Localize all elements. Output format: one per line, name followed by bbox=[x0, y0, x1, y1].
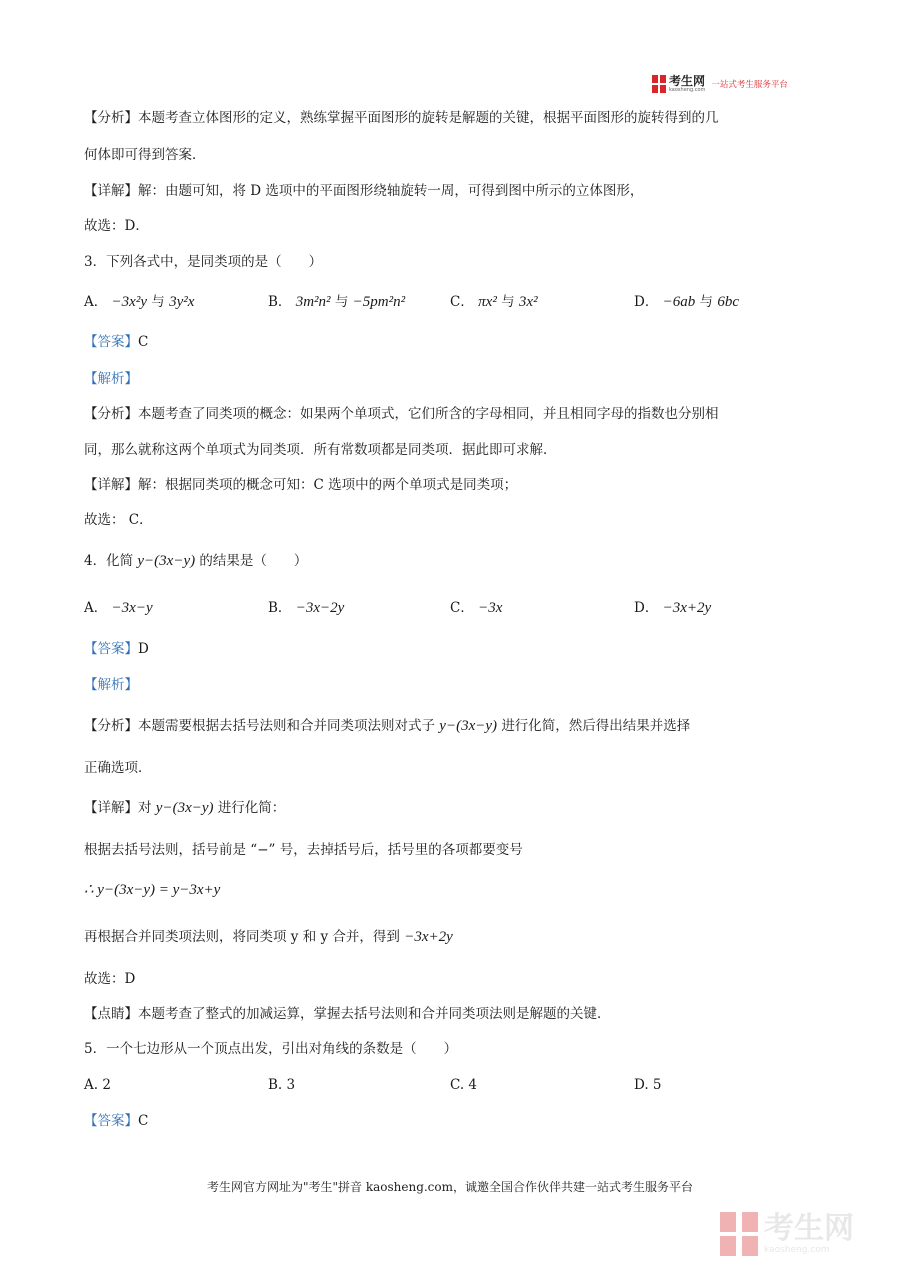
q4-stem-suffix: 的结果是（ ） bbox=[199, 553, 308, 569]
q5-option-d: D. 5 bbox=[634, 1077, 662, 1093]
q2-analysis-line2: 何体即可得到答案． bbox=[84, 147, 206, 163]
q4-detail-intro bbox=[84, 798, 285, 818]
q5-stem: 5．一个七边形从一个顶点出发，引出对角线的条数是（ ） bbox=[84, 1041, 458, 1057]
logo-domain: kaosheng.com bbox=[669, 87, 706, 93]
q4-analysis-line2: 正确选项． bbox=[84, 760, 152, 776]
option-label: C． bbox=[450, 294, 474, 310]
q4-analysis-line1 bbox=[84, 716, 690, 736]
option-connector: 与 bbox=[151, 294, 165, 310]
q5-option-a: A. 2 bbox=[84, 1077, 111, 1093]
q3-analysis-line1: 【分析】本题考查了同类项的概念：如果两个单项式，它们所含的字母相同，并且相同字母的指数也分别相 bbox=[84, 406, 719, 422]
q4-stem-prefix: 4．化简 bbox=[84, 553, 134, 569]
q4-merge-text: 再根据合并同类项法则，将同类项 y 和 y 合并，得到 bbox=[84, 929, 400, 945]
q4-detail-expr: y−(3x−y) bbox=[155, 800, 214, 816]
q3-detail: 【详解】解：根据同类项的概念可知：C 选项中的两个单项式是同类项； bbox=[84, 477, 518, 493]
q3-option-d bbox=[634, 292, 739, 312]
answer-value: C bbox=[138, 1113, 149, 1129]
option-label: A． bbox=[84, 600, 108, 616]
q3-choice: 故选： C． bbox=[84, 512, 153, 528]
logo-slogan: 一站式考生服务平台 bbox=[711, 80, 788, 90]
q4-explain-tag: 【解析】 bbox=[84, 677, 138, 693]
q3-analysis-line2: 同，那么就称这两个单项式为同类项．所有常数项都是同类项．据此即可求解． bbox=[84, 442, 557, 458]
option-label: A． bbox=[84, 294, 108, 310]
option-expr: 3m²n² bbox=[295, 294, 331, 310]
watermark-domain: kaosheng.com bbox=[764, 1244, 830, 1255]
q4-choice: 故选：D bbox=[84, 971, 136, 987]
q5-option-b: B. 3 bbox=[268, 1077, 296, 1093]
q3-answer bbox=[84, 332, 148, 352]
q2-detail: 【详解】解：由题可知，将 D 选项中的平面图形绕轴旋转一周，可得到图中所示的立体图形， bbox=[84, 183, 644, 199]
q4-merge-expr: −3x+2y bbox=[404, 929, 453, 945]
q4-rule: 根据去括号法则，括号前是 “−” 号，去掉括号后，括号里的各项都要变号 bbox=[84, 842, 523, 858]
q4-answer bbox=[84, 639, 149, 659]
q5-answer bbox=[84, 1111, 148, 1131]
option-connector: 与 bbox=[699, 294, 714, 310]
watermark-logo-icon bbox=[720, 1212, 758, 1256]
answer-tag: 【答案】 bbox=[84, 641, 138, 657]
q4-option-d bbox=[634, 598, 711, 618]
q4-analysis-suffix: 进行化简，然后得出结果并选择 bbox=[501, 718, 691, 734]
q5-option-c: C. 4 bbox=[450, 1077, 478, 1093]
option-connector: 与 bbox=[334, 294, 349, 310]
q4-comment: 【点睛】本题考查了整式的加减运算，掌握去括号法则和合并同类项法则是解题的关键． bbox=[84, 1006, 611, 1022]
q4-detail-suffix: 进行化简： bbox=[217, 800, 286, 816]
q2-analysis-line1: 【分析】本题考查立体图形的定义，熟练掌握平面图形的旋转是解题的关键，根据平面图形的旋转得到的几 bbox=[84, 110, 719, 126]
q3-option-b bbox=[268, 292, 405, 312]
option-label: D． bbox=[634, 294, 659, 310]
q4-option-c bbox=[450, 598, 502, 618]
q4-option-a bbox=[84, 598, 153, 618]
option-label: B． bbox=[268, 600, 292, 616]
q4-detail-prefix: 【详解】对 bbox=[84, 800, 152, 816]
option-label: B． bbox=[268, 294, 292, 310]
q4-therefore: ∴ y−(3x−y) = y−3x+y bbox=[84, 882, 221, 898]
option-expr: −5pm²n² bbox=[352, 294, 406, 310]
watermark-name: 考生网 bbox=[764, 1210, 854, 1246]
answer-value: C bbox=[138, 334, 149, 350]
option-expr: −3x²y bbox=[111, 294, 147, 310]
answer-tag: 【答案】 bbox=[84, 334, 138, 350]
answer-value: D bbox=[138, 641, 149, 657]
header-logo bbox=[652, 72, 788, 96]
answer-tag: 【答案】 bbox=[84, 1113, 138, 1129]
option-connector: 与 bbox=[501, 294, 515, 310]
option-expr: 6bc bbox=[717, 294, 740, 310]
q4-analysis-expr: y−(3x−y) bbox=[439, 718, 498, 734]
q4-stem bbox=[84, 551, 307, 571]
option-expr: −3x−y bbox=[111, 600, 153, 616]
option-expr: −3x+2y bbox=[662, 600, 712, 616]
q3-stem: 3．下列各式中，是同类项的是（ ） bbox=[84, 254, 323, 270]
logo-mark-icon bbox=[652, 75, 666, 93]
option-expr: 3y²x bbox=[169, 294, 195, 310]
logo-name: 考生网 bbox=[669, 74, 706, 88]
q4-merge bbox=[84, 927, 453, 947]
option-label: C． bbox=[450, 600, 474, 616]
option-expr: −3x−2y bbox=[295, 600, 345, 616]
footer-text: 考生网官方网址为"考生"拼音 kaosheng.com，诚邀全国合作伙伴共建一站式考生服务平台 bbox=[206, 1180, 694, 1194]
option-label: D． bbox=[634, 600, 659, 616]
q3-option-c bbox=[450, 292, 538, 312]
option-expr: −3x bbox=[478, 600, 503, 616]
q2-choice: 故选：D． bbox=[84, 218, 149, 234]
option-expr: 3x² bbox=[518, 294, 538, 310]
option-expr: −6ab bbox=[662, 294, 696, 310]
q3-explain-tag: 【解析】 bbox=[84, 371, 138, 387]
q4-stem-expr: y−(3x−y) bbox=[137, 553, 196, 569]
q4-option-b bbox=[268, 598, 344, 618]
watermark bbox=[720, 1208, 900, 1260]
q4-analysis-prefix: 【分析】本题需要根据去括号法则和合并同类项法则对式子 bbox=[84, 718, 435, 734]
q3-option-a bbox=[84, 292, 194, 312]
option-expr: πx² bbox=[478, 294, 497, 310]
